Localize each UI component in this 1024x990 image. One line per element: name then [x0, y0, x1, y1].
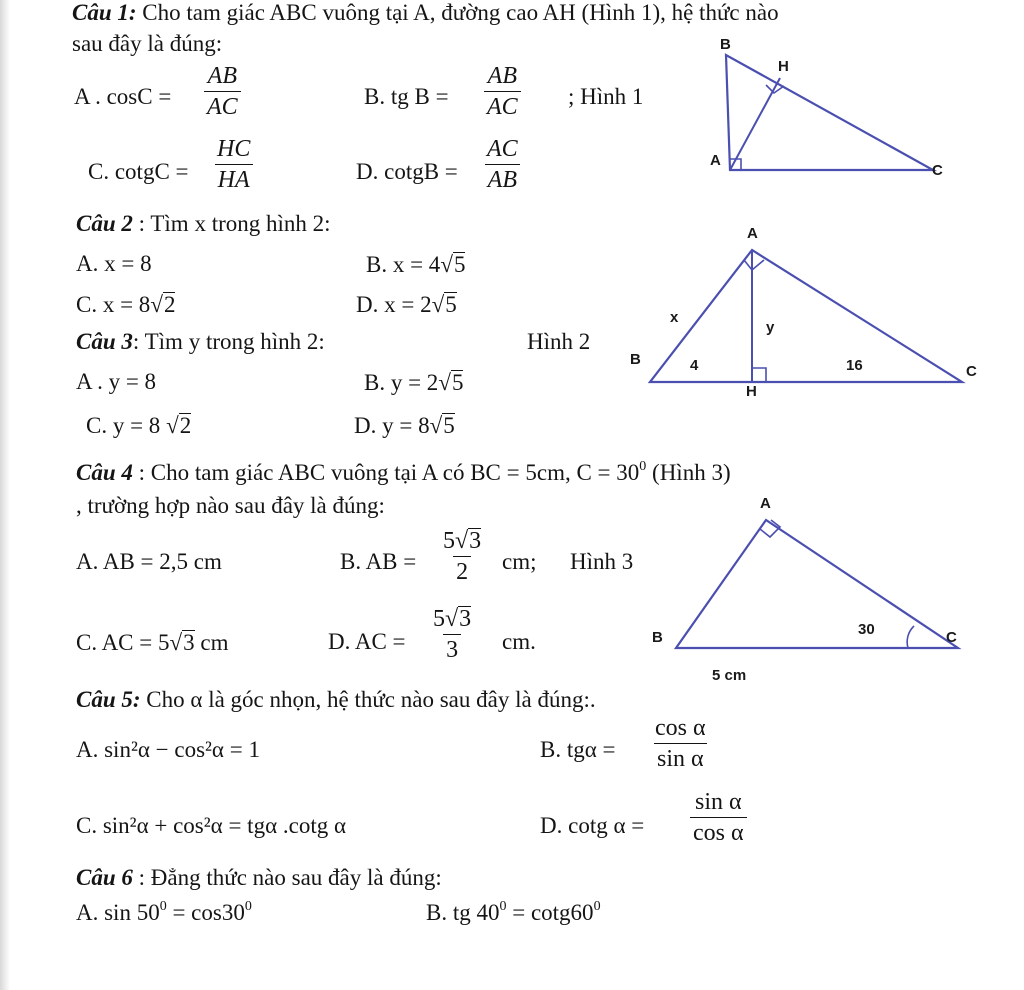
- q4-option-d-unit: cm.: [502, 629, 536, 654]
- q2-option-c: C. x = 8√2: [76, 292, 176, 317]
- q6-a-deg1: 0: [159, 899, 167, 914]
- q4-text1-post: (Hình 3): [646, 460, 731, 485]
- q3-option-a: A . y = 8: [76, 369, 157, 394]
- q1-option-a-fraction: [204, 64, 241, 119]
- q4-c-prefix: C. AC = 5: [76, 630, 170, 655]
- q4-text1-pre: : Cho tam giác ABC vuông tại A có BC = 5cm, C = 30: [132, 460, 640, 485]
- q5-option-a: A. sin²α − cos²α = 1: [76, 737, 260, 762]
- q5-option-b-label: B. tgα =: [540, 737, 616, 762]
- q2-b-prefix: B. x = 4: [366, 252, 441, 277]
- q5-option-d-fraction: [690, 790, 747, 845]
- q1-option-c-label: C. cotgC =: [88, 159, 189, 184]
- fig3-angle-c-arc: [907, 626, 914, 648]
- q6-b-deg1: 0: [499, 899, 507, 914]
- q4-option-b-unit: cm;: [502, 549, 537, 574]
- fig2-label-y: y: [766, 319, 775, 336]
- q2-d-radicand: 5: [445, 292, 457, 317]
- q3-option-b: B. y = 2√5: [364, 370, 464, 395]
- q5-d-denominator: cos α: [690, 817, 747, 845]
- fig2-right-angle-h: [752, 368, 766, 382]
- q1-title: Câu 1:: [72, 0, 137, 25]
- page-edge-shadow: [0, 0, 10, 990]
- q4-option-b-label: B. AB =: [340, 549, 417, 574]
- figure-2-triangle: [620, 220, 1000, 405]
- fig2-label-a: A: [747, 225, 758, 242]
- q6-title: Câu 6: [76, 865, 133, 890]
- fig3-label-c: C: [946, 629, 957, 646]
- q1-option-c-fraction: [214, 137, 253, 192]
- q4-b-denominator: 2: [453, 556, 471, 584]
- q3-d-radicand: 5: [443, 413, 455, 438]
- fig1-triangle-abc: [726, 55, 933, 170]
- fig1-label-c: C: [932, 162, 943, 179]
- q4-text2: , trường hợp nào sau đây là đúng:: [76, 493, 385, 518]
- q3-d-prefix: D. y = 8: [354, 413, 430, 438]
- q4-figure-label: Hình 3: [570, 549, 634, 574]
- fig3-triangle-abc: [676, 520, 958, 648]
- fig3-label-angle: 30: [858, 621, 875, 638]
- q3-title: Câu 3: [76, 329, 133, 354]
- q5-option-d-label: D. cotg α =: [540, 813, 645, 838]
- q1-d-numerator: AC: [487, 136, 518, 162]
- fig2-label-h: H: [746, 383, 757, 400]
- q1-line1: [72, 1, 779, 24]
- q2-b-radicand: 5: [453, 252, 466, 277]
- q1-c-numerator: HC: [217, 136, 251, 162]
- q6-b-mid: = cotg60: [506, 900, 594, 925]
- q5-b-numerator: cos α: [655, 715, 706, 741]
- q4-option-b-fraction: [440, 528, 484, 584]
- q5-option-b-fraction: [652, 716, 709, 771]
- q1-c-denominator: HA: [215, 164, 253, 192]
- q4-d-num-coef: 5: [433, 606, 445, 632]
- q1-a-numerator: AB: [207, 63, 237, 89]
- q6-b-prefix: B. tg 40: [426, 900, 500, 925]
- q1-b-numerator: AB: [487, 63, 517, 89]
- fig3-label-a: A: [760, 495, 771, 512]
- figure-1-triangle: [700, 35, 960, 185]
- q6-a-mid: = cos30: [166, 900, 245, 925]
- q4-d-denominator: 3: [443, 634, 461, 662]
- fig2-label-x: x: [670, 309, 679, 326]
- fig2-label-c: C: [966, 363, 977, 380]
- q1-text2: sau đây là đúng:: [72, 31, 223, 56]
- q5-title: Câu 5:: [76, 687, 141, 712]
- q4-b-numerator: 5√3: [443, 528, 482, 554]
- q4-degree: 0: [639, 459, 647, 474]
- q4-option-a: A. AB = 2,5 cm: [76, 549, 222, 574]
- q2-option-b: B. x = 4√5: [366, 252, 466, 277]
- q2-text: : Tìm x trong hình 2:: [132, 211, 331, 236]
- q6-a-prefix: A. sin 50: [76, 900, 160, 925]
- q3-figure-label: Hình 2: [527, 329, 591, 354]
- q4-c-unit: cm: [194, 630, 229, 655]
- fig1-label-a: A: [710, 152, 721, 169]
- q1-d-denominator: AB: [485, 164, 520, 192]
- q1-figure-label: ; Hình 1: [568, 84, 644, 109]
- q4-b-num-coef: 5: [443, 528, 455, 554]
- q4-option-d-label: D. AC =: [328, 629, 406, 654]
- q3-b-radicand: 5: [451, 370, 464, 395]
- q6-b-deg2: 0: [593, 899, 601, 914]
- figure-3-triangle: [640, 490, 980, 690]
- q1-option-d-fraction: [484, 137, 521, 192]
- q2-option-d: D. x = 2√5: [356, 292, 457, 317]
- q1-a-denominator: AC: [204, 91, 241, 119]
- fig3-label-b: B: [652, 629, 663, 646]
- q2-heading: [76, 212, 331, 235]
- q5-heading: [76, 688, 596, 711]
- q4-line1: [76, 460, 731, 484]
- q6-a-deg2: 0: [244, 899, 252, 914]
- q1-option-d-label: D. cotgB =: [356, 159, 458, 184]
- q6-option-b: [426, 900, 601, 924]
- q3-option-c: C. y = 8 √2: [86, 413, 192, 438]
- q1-option-b-label: B. tg B =: [364, 84, 449, 109]
- q4-option-d-fraction: [430, 606, 474, 662]
- q3-text: : Tìm y trong hình 2:: [132, 329, 325, 354]
- q4-option-c: C. AC = 5√3 cm: [76, 630, 229, 655]
- q5-d-numerator: sin α: [694, 789, 742, 815]
- q5-text: Cho α là góc nhọn, hệ thức nào sau đây là đúng:.: [140, 687, 596, 712]
- fig2-right-angle-a: [744, 260, 764, 270]
- fig1-label-h: H: [778, 58, 789, 75]
- q2-c-radicand: 2: [163, 292, 176, 317]
- q4-d-num-radicand: 3: [459, 606, 472, 632]
- q3-c-prefix: C. y = 8: [86, 413, 167, 438]
- q5-b-denominator: sin α: [654, 743, 707, 771]
- q1-b-denominator: AC: [484, 91, 521, 119]
- fig2-label-bh: 4: [690, 357, 699, 374]
- q6-option-a: [76, 900, 252, 924]
- q3-b-prefix: B. y = 2: [364, 370, 439, 395]
- fig2-label-b: B: [630, 351, 641, 368]
- q6-heading: [76, 866, 442, 889]
- q4-b-num-radicand: 3: [469, 528, 482, 554]
- q2-c-prefix: C. x = 8: [76, 292, 151, 317]
- q1-text1: Cho tam giác ABC vuông tại A, đường cao AH (Hình 1), hệ thức nào: [136, 0, 779, 25]
- q2-d-prefix: D. x = 2: [356, 292, 432, 317]
- q3-option-d: D. y = 8√5: [354, 413, 455, 438]
- q6-text: : Đẳng thức nào sau đây là đúng:: [132, 865, 442, 890]
- q4-title: Câu 4: [76, 460, 133, 485]
- fig1-label-b: B: [720, 36, 731, 53]
- fig2-label-hc: 16: [846, 357, 863, 374]
- q4-d-numerator: 5√3: [433, 606, 472, 632]
- q2-option-a: A. x = 8: [76, 251, 152, 276]
- q2-title: Câu 2: [76, 211, 133, 236]
- fig3-label-bc: 5 cm: [712, 667, 747, 684]
- q3-heading: [76, 330, 325, 353]
- q3-c-radicand: 2: [179, 413, 192, 438]
- q4-c-radicand: 3: [183, 630, 195, 655]
- q1-option-b-fraction: [484, 64, 521, 119]
- q1-option-a-label: A . cosC =: [74, 84, 172, 109]
- q5-option-c: C. sin²α + cos²α = tgα .cotg α: [76, 813, 347, 838]
